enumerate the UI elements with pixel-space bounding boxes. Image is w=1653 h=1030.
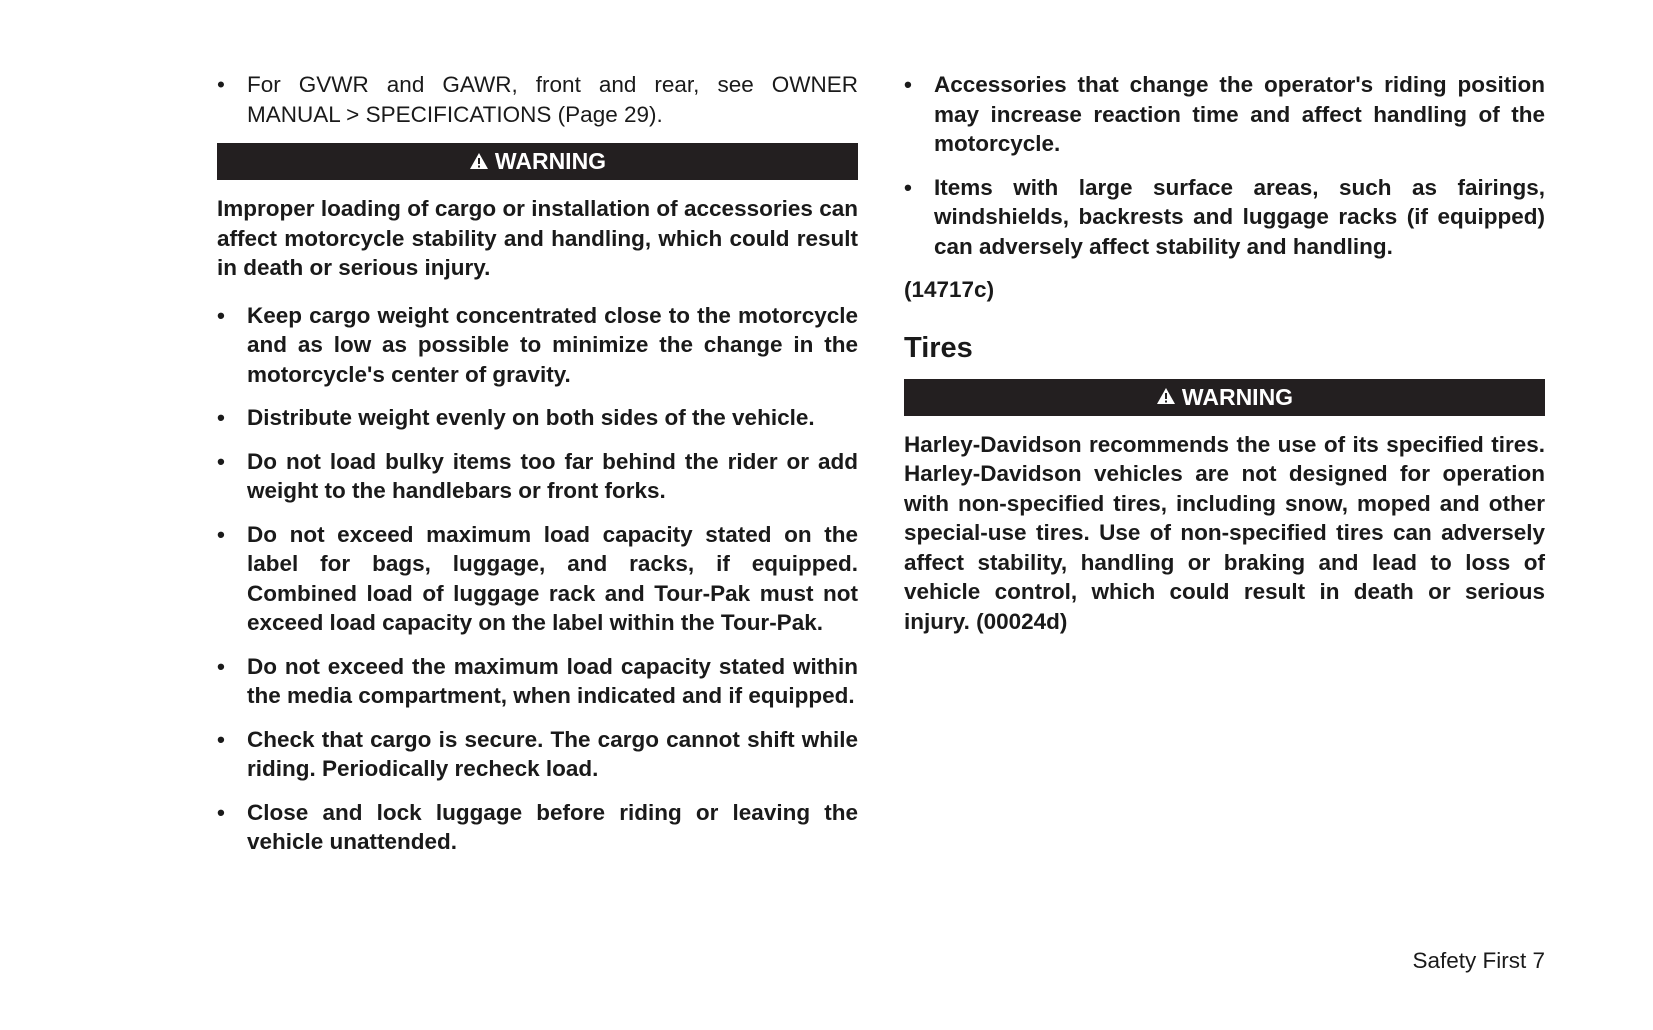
bullet-dot: • xyxy=(217,799,225,825)
bullet-dot: • xyxy=(217,726,225,752)
bullet-dot: • xyxy=(904,174,912,200)
bullet-dot: • xyxy=(217,302,225,328)
section-title: Tires xyxy=(904,331,973,364)
list-item xyxy=(217,447,858,506)
intro-list xyxy=(217,70,858,129)
page-footer: Safety First 7 xyxy=(1412,948,1545,973)
list-item xyxy=(217,798,858,857)
warning-triangle-icon xyxy=(1156,387,1176,405)
warning-bar xyxy=(904,379,1545,416)
intro-bullet-text: For GVWR and GAWR, front and rear, see OWNER MANUAL > SPECIFICATIONS (Page 29). xyxy=(247,72,858,127)
bullet-dot: • xyxy=(904,72,912,97)
bullet-dot: • xyxy=(217,521,225,547)
list-item xyxy=(904,173,1545,262)
cargo-bullet-list xyxy=(217,301,858,857)
list-item xyxy=(217,652,858,711)
reference-code: (14717c) xyxy=(904,277,995,302)
bullet-text: Check that cargo is secure. The cargo cannot shift while riding. Periodically recheck load. xyxy=(247,726,858,781)
accessory-bullet-list xyxy=(904,70,1545,261)
bullet-dot: • xyxy=(217,448,225,474)
warning-bar xyxy=(217,143,858,180)
bullet-text: Keep cargo weight concentrated close to the motorcycle and as low as possible to minimize the change in the motorcycle's center of gravity. xyxy=(247,302,858,387)
right-column xyxy=(904,70,1545,654)
warning-text: Harley-Davidson recommends the use of its specified tires. Harley-Davidson vehicles are not designed for operation with non-specified tires, including snow, moped and other special-use tires. Use of non-specified tires can adversely affect stability, handling or braking and lead to loss of vehicle control, which could result in death or serious injury. (00024d) xyxy=(904,431,1545,634)
list-item xyxy=(217,70,858,129)
list-item xyxy=(217,301,858,390)
warning-label: WARNING xyxy=(494,148,607,174)
warning-triangle-icon xyxy=(469,152,489,170)
bullet-dot: • xyxy=(217,72,225,97)
bullet-text: Distribute weight evenly on both sides of the vehicle. xyxy=(247,405,815,430)
warning-text: Improper loading of cargo or installation of accessories can affect motorcycle stability and handling, which could result in death or serious injury. xyxy=(217,196,858,280)
list-item xyxy=(904,70,1545,159)
bullet-text: Items with large surface areas, such as fairings, windshields, backrests and luggage racks (if equipped) can adversely affect stability and handling. xyxy=(934,174,1545,259)
list-item xyxy=(217,403,858,433)
list-item xyxy=(217,520,858,638)
bullet-text: Accessories that change the operator's riding position may increase reaction time and affect handling of the motorcycle. xyxy=(934,72,1545,156)
bullet-text: Do not exceed maximum load capacity stated on the label for bags, luggage, and racks, if equipped. Combined load of luggage rack and Tour-Pak must not exceed load capacity on the label within the Tour-Pak. xyxy=(247,521,858,635)
left-column xyxy=(217,70,858,871)
bullet-dot: • xyxy=(217,405,225,430)
bullet-dot: • xyxy=(217,653,225,679)
list-item xyxy=(217,725,858,784)
warning-label: WARNING xyxy=(1181,383,1294,410)
bullet-text: Do not load bulky items too far behind the rider or add weight to the handlebars or front forks. xyxy=(247,448,858,503)
bullet-text: Close and lock luggage before riding or leaving the vehicle unattended. xyxy=(247,799,858,854)
bullet-text: Do not exceed the maximum load capacity stated within the media compartment, when indicated and if equipped. xyxy=(247,653,858,708)
